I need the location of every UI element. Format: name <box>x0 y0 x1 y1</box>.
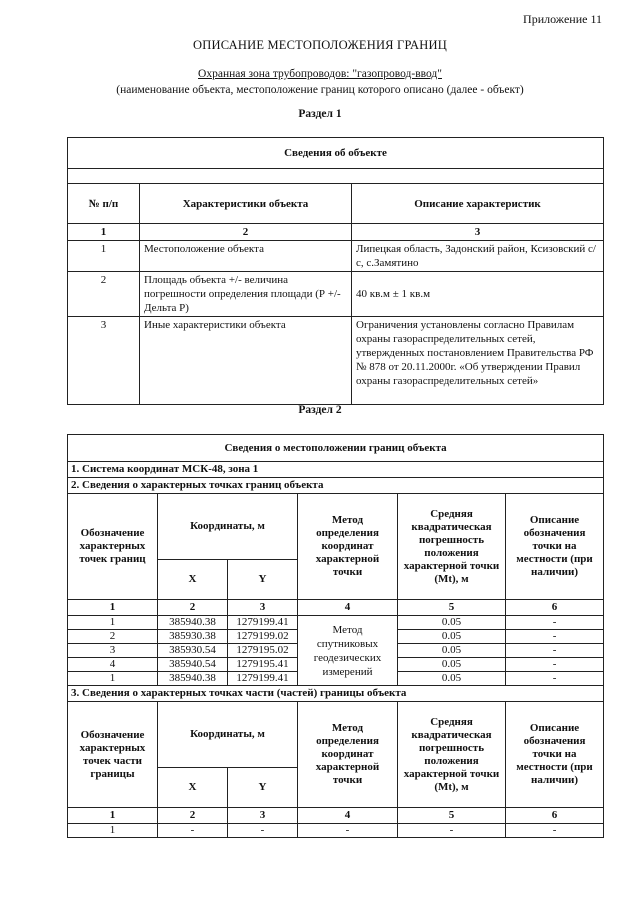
point-error: 0.05 <box>398 658 506 672</box>
part-point-y: - <box>228 824 298 838</box>
point-id: 1 <box>68 672 158 686</box>
col-number: 2 <box>158 808 228 824</box>
point-id: 3 <box>68 644 158 658</box>
header-error: Средняя квадратическая погрешность положения характерной точки (Mt), м <box>398 702 506 808</box>
table-row <box>68 241 604 272</box>
point-x: 385930.38 <box>158 630 228 644</box>
part-point-description: - <box>506 824 604 838</box>
point-description: - <box>506 630 604 644</box>
col-number: 3 <box>228 600 298 616</box>
table-row <box>68 824 604 838</box>
point-id: 2 <box>68 630 158 644</box>
header-x: X <box>158 560 228 600</box>
header-error: Средняя квадратическая погрешность положения характерной точки (Mt), м <box>398 494 506 600</box>
row-number: 2 <box>68 272 140 317</box>
point-y: 1279195.02 <box>228 644 298 658</box>
row-description: Ограничения установлены согласно Правилам охраны газораспределительных сетей, утвержденных постановлением Правительства РФ № 878 от 20.11.2000г. «Об утверждении Правил охраны газораспределительных сетей» <box>352 317 604 405</box>
col-number: 4 <box>298 808 398 824</box>
header-characteristic: Характеристики объекта <box>140 184 352 224</box>
point-error: 0.05 <box>398 644 506 658</box>
header-method: Метод определения координат характерной точки <box>298 494 398 600</box>
point-x: 385940.54 <box>158 658 228 672</box>
part-point-x: - <box>158 824 228 838</box>
document-title: ОПИСАНИЕ МЕСТОПОЛОЖЕНИЯ ГРАНИЦ <box>193 38 447 52</box>
header-y: Y <box>228 768 298 808</box>
row-description: Липецкая область, Задонский район, Ксизовский с/с, с.Замятино <box>352 241 604 272</box>
row-description: 40 кв.м ± 1 кв.м <box>352 272 604 317</box>
point-error: 0.05 <box>398 630 506 644</box>
table-caption: Сведения о местоположении границ объекта <box>68 435 604 462</box>
section-1-title: Раздел 1 <box>298 108 342 120</box>
header-point-description: Описание обозначения точки на местности (при наличии) <box>506 494 604 600</box>
point-description: - <box>506 644 604 658</box>
table-spacer <box>68 169 604 184</box>
col-number: 1 <box>68 808 158 824</box>
point-y: 1279199.41 <box>228 616 298 630</box>
col-number: 5 <box>398 600 506 616</box>
header-designation: Обозначение характерных точек границ <box>68 494 158 600</box>
point-x: 385940.38 <box>158 672 228 686</box>
parts-caption: 3. Сведения о характерных точках части (частей) границы объекта <box>68 686 604 702</box>
row-characteristic: Иные характеристики объекта <box>140 317 352 405</box>
point-id: 1 <box>68 616 158 630</box>
part-point-method: - <box>298 824 398 838</box>
row-characteristic: Местоположение объекта <box>140 241 352 272</box>
header-method: Метод определения координат характерной точки <box>298 702 398 808</box>
object-name: Охранная зона трубопроводов: "газопровод-ввод" <box>198 68 442 80</box>
point-x: 385940.38 <box>158 616 228 630</box>
header-designation: Обозначение характерных точек части границы <box>68 702 158 808</box>
header-x: X <box>158 768 228 808</box>
point-description: - <box>506 658 604 672</box>
point-error: 0.05 <box>398 616 506 630</box>
row-number: 3 <box>68 317 140 405</box>
coord-system: 1. Система координат МСК-48, зона 1 <box>68 462 604 478</box>
row-number: 1 <box>68 241 140 272</box>
section-2-title: Раздел 2 <box>298 404 342 416</box>
col-number: 5 <box>398 808 506 824</box>
table-row <box>68 616 604 630</box>
appendix-label: Приложение 11 <box>523 12 602 26</box>
table-caption: Сведения об объекте <box>68 138 604 169</box>
header-coords: Координаты, м <box>158 702 298 768</box>
col-number: 1 <box>68 224 140 241</box>
point-y: 1279195.41 <box>228 658 298 672</box>
header-description: Описание характеристик <box>352 184 604 224</box>
boundary-location-table <box>67 434 604 838</box>
col-number: 6 <box>506 808 604 824</box>
point-method: Метод спутниковых геодезических измерений <box>298 616 398 686</box>
col-number: 2 <box>158 600 228 616</box>
point-error: 0.05 <box>398 672 506 686</box>
table-row <box>68 272 604 317</box>
point-y: 1279199.41 <box>228 672 298 686</box>
point-y: 1279199.02 <box>228 630 298 644</box>
part-point-error: - <box>398 824 506 838</box>
point-x: 385930.54 <box>158 644 228 658</box>
header-coords: Координаты, м <box>158 494 298 560</box>
row-characteristic: Площадь объекта +/- величина погрешности определения площади (Р +/- Дельта Р) <box>140 272 352 317</box>
col-number: 3 <box>352 224 604 241</box>
col-number: 2 <box>140 224 352 241</box>
part-point-id: 1 <box>68 824 158 838</box>
col-number: 1 <box>68 600 158 616</box>
point-description: - <box>506 672 604 686</box>
point-description: - <box>506 616 604 630</box>
object-info-table <box>67 137 604 405</box>
point-id: 4 <box>68 658 158 672</box>
table-row <box>68 317 604 405</box>
col-number: 6 <box>506 600 604 616</box>
col-number: 3 <box>228 808 298 824</box>
header-point-description: Описание обозначения точки на местности (при наличии) <box>506 702 604 808</box>
object-caption: (наименование объекта, местоположение границ которого описано (далее - объект) <box>116 84 524 96</box>
col-number: 4 <box>298 600 398 616</box>
header-y: Y <box>228 560 298 600</box>
points-caption: 2. Сведения о характерных точках границ объекта <box>68 478 604 494</box>
header-number: № п/п <box>68 184 140 224</box>
